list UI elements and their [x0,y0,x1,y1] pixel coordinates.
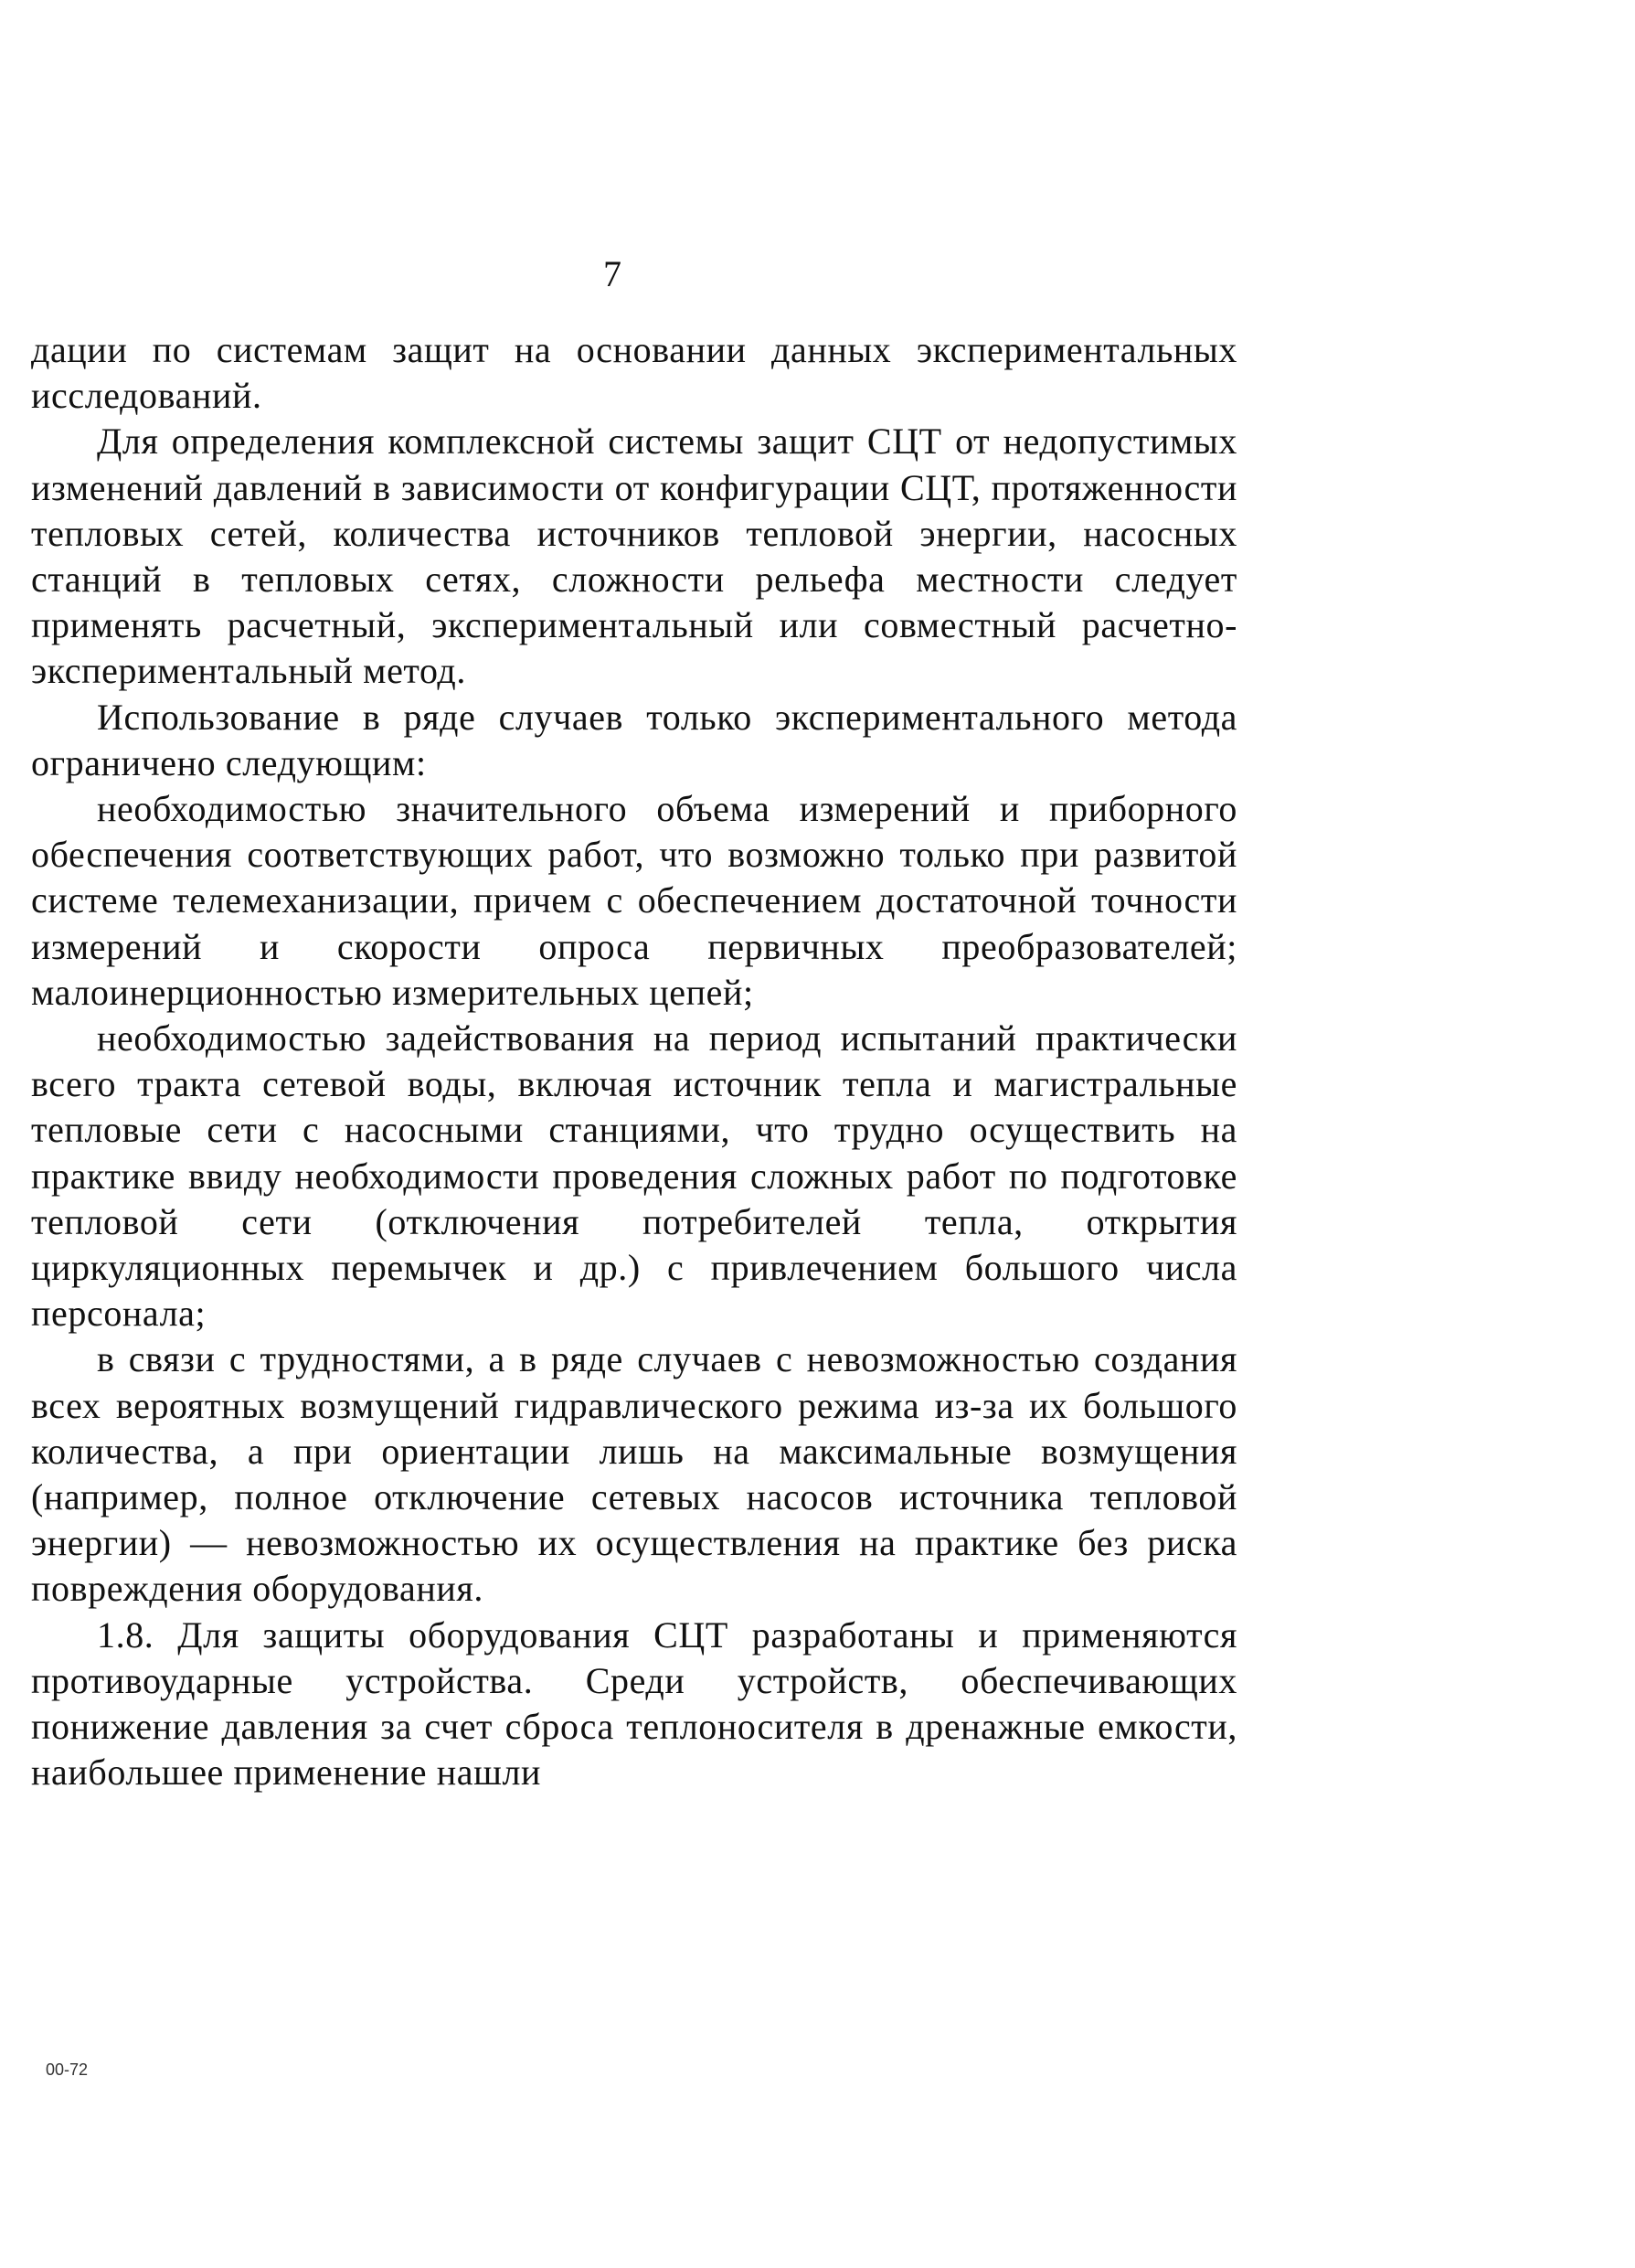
paragraph-section-1-8: 1.8. Для защиты оборудования СЦТ разработаны и применяются противоударные устройства. Среди устройств, обеспечивающих понижение давления за счет сброса теплоносителя в дренажные емкости, наибольшее применение нашли [31,1613,1237,1794]
paragraph-measurement-volume: необходимостью значительного объема измерений и приборного обеспечения соответствующих работ, что возможно только при развитой системе телемеханизации, причем с обеспечением достаточной точности измерений и скорости опроса первичных преобразователей; малоинерционностью измерительных цепей; [31,788,1237,1013]
paragraph-experimental-limits: Использование в ряде случаев только экспериментального метода ограничено следующим: [31,696,1237,783]
paragraph-method-selection: Для определения комплексной системы защит СЦТ от недопустимых изменений давлений в зависимости от конфигурации СЦТ, протяженности тепловых сетей, количества источников тепловой энергии, насосных станций в тепловых сетях, сложности рельефа местности следует применять расчетный, экспериментальный или совместный расчетно-экспериментальный метод. [31,421,1237,692]
paragraph-water-tract: необходимостью задействования на период испытаний практически всего тракта сетевой воды, включая источник тепла и магистральные тепловые сети с насосными станциями, что трудно осуществить на практике ввиду необходимости проведения сложных работ по подготовке тепловой сети (отключения потребителей тепла, открытия циркуляционных перемычек и др.) с привлечением большого числа персонала; [31,1017,1237,1335]
page-number: 7 [603,253,621,294]
paragraph-continuation: дации по системам защит на основании данных экспериментальных исследований. [31,329,1237,417]
body-text [31,327,1237,1796]
footer-code: 00-72 [46,2060,89,2079]
paragraph-disturbances: в связи с трудностями, а в ряде случаев с невозможностью создания всех вероятных возмущений гидравлического режима из-за их большого количества, а при ориентации лишь на максимальные возмущения (например, полное отключение сетевых насосов источника тепловой энергии) — невозможностью их осуществления на практике без риска повреждения оборудования. [31,1338,1237,1610]
